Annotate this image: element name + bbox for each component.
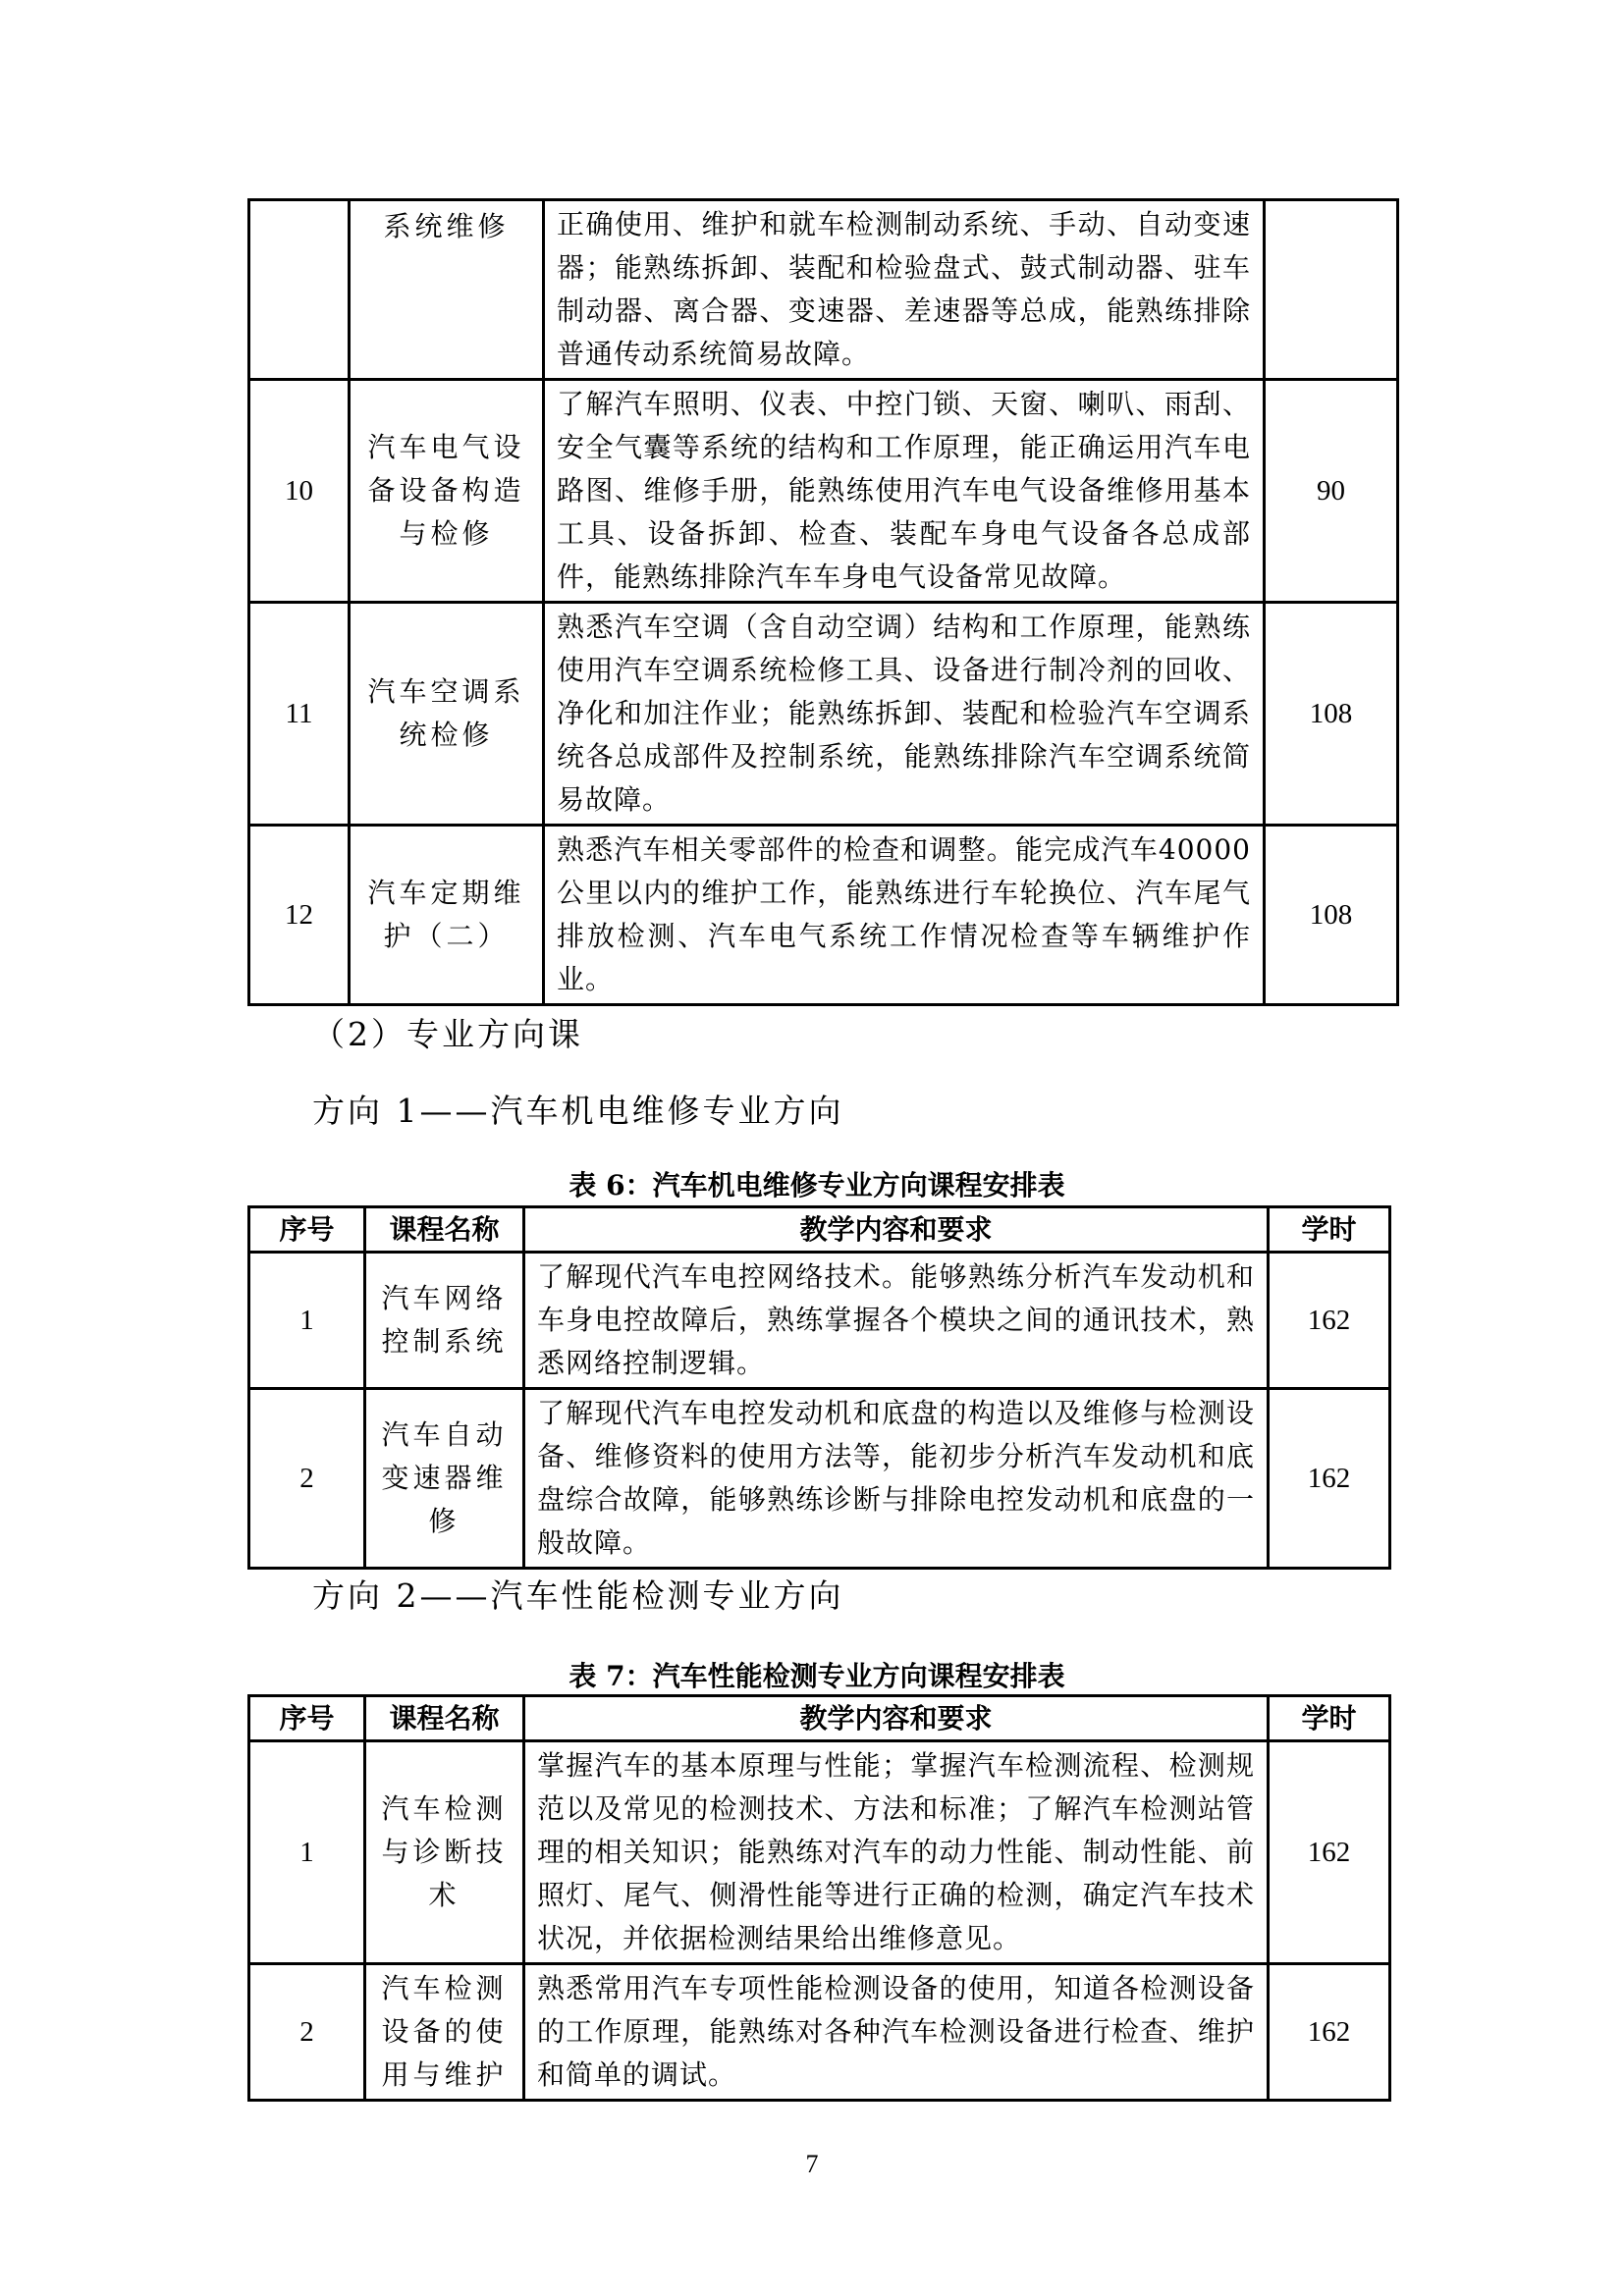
course-description: 熟悉汽车相关零部件的检查和调整。能完成汽车40000公里以内的维护工作，能熟练进行车轮换位、汽车尾气排放检测、汽车电气系统工作情况检查等车辆维护作业。 (544, 826, 1265, 1005)
table-7-caption: 表 7：汽车性能检测专业方向课程安排表 (568, 1660, 1065, 1692)
row-number: 2 (249, 1964, 365, 2101)
table-row (249, 603, 1398, 826)
course-hours: 162 (1269, 1253, 1390, 1389)
course-hours: 108 (1265, 603, 1398, 826)
row-number: 10 (249, 380, 350, 603)
course-hours (1265, 200, 1398, 380)
row-number: 2 (249, 1389, 365, 1569)
table-row (249, 1741, 1390, 1964)
course-description: 了解汽车照明、仪表、中控门锁、天窗、喇叭、雨刮、安全气囊等系统的结构和工作原理，能正确运用汽车电路图、维修手册，能熟练使用汽车电气设备维修用基本工具、设备拆卸、检查、装配车身电气设备各总成部件，能熟练排除汽车车身电气设备常见故障。 (544, 380, 1265, 603)
course-description: 熟悉常用汽车专项性能检测设备的使用，知道各检测设备的工作原理，能熟练对各种汽车检测设备进行检查、维护和简单的调试。 (524, 1964, 1269, 2101)
course-name: 汽车检测设备的使用与维护 (365, 1964, 524, 2101)
course-hours: 90 (1265, 380, 1398, 603)
header-content: 教学内容和要求 (524, 1207, 1269, 1253)
header-number: 序号 (249, 1207, 365, 1253)
table-row (249, 380, 1398, 603)
course-name: 系统维修 (350, 200, 544, 380)
course-description: 了解现代汽车电控发动机和底盘的构造以及维修与检测设备、维修资料的使用方法等，能初步分析汽车发动机和底盘综合故障，能够熟练诊断与排除电控发动机和底盘的一般故障。 (524, 1389, 1269, 1569)
table-7 (247, 1694, 1391, 2102)
course-hours: 162 (1269, 1389, 1390, 1569)
table-header-row (249, 1696, 1390, 1741)
table-6-caption: 表 6：汽车机电维修专业方向课程安排表 (568, 1169, 1065, 1201)
course-description: 掌握汽车的基本原理与性能；掌握汽车检测流程、检测规范以及常见的检测技术、方法和标准；了解汽车检测站管理的相关知识；能熟练对汽车的动力性能、制动性能、前照灯、尾气、侧滑性能等进行正确的检测，确定汽车技术状况，并依据检测结果给出维修意见。 (524, 1741, 1269, 1964)
course-hours: 162 (1269, 1741, 1390, 1964)
course-hours: 108 (1265, 826, 1398, 1005)
table-row (249, 1389, 1390, 1569)
course-description: 熟悉汽车空调（含自动空调）结构和工作原理，能熟练使用汽车空调系统检修工具、设备进行制冷剂的回收、净化和加注作业；能熟练拆卸、装配和检验汽车空调系统各总成部件及控制系统，能熟练排除汽车空调系统简易故障。 (544, 603, 1265, 826)
row-number: 1 (249, 1741, 365, 1964)
header-content: 教学内容和要求 (524, 1696, 1269, 1741)
row-number (249, 200, 350, 380)
course-hours: 162 (1269, 1964, 1390, 2101)
header-hours: 学时 (1269, 1696, 1390, 1741)
course-name: 汽车网络控制系统 (365, 1253, 524, 1389)
course-name: 汽车检测与诊断技术 (365, 1741, 524, 1964)
direction-2-heading: 方向 2——汽车性能检测专业方向 (312, 1576, 844, 1615)
course-name: 汽车定期维护（二） (350, 826, 544, 1005)
course-name: 汽车空调系统检修 (350, 603, 544, 826)
course-description: 了解现代汽车电控网络技术。能够熟练分析汽车发动机和车身电控故障后，熟练掌握各个模块之间的通讯技术，熟悉网络控制逻辑。 (524, 1253, 1269, 1389)
section-heading: （2）专业方向课 (312, 1015, 583, 1053)
header-course-name: 课程名称 (365, 1696, 524, 1741)
row-number: 11 (249, 603, 350, 826)
table-header-row (249, 1207, 1390, 1253)
table-6 (247, 1205, 1391, 1570)
row-number: 12 (249, 826, 350, 1005)
course-description: 正确使用、维护和就车检测制动系统、手动、自动变速器；能熟练拆卸、装配和检验盘式、鼓式制动器、驻车制动器、离合器、变速器、差速器等总成，能熟练排除普通传动系统简易故障。 (544, 200, 1265, 380)
course-table-continued (247, 198, 1399, 1006)
header-hours: 学时 (1269, 1207, 1390, 1253)
table-row (249, 200, 1398, 380)
header-course-name: 课程名称 (365, 1207, 524, 1253)
direction-1-heading: 方向 1——汽车机电维修专业方向 (312, 1092, 844, 1130)
table-row (249, 826, 1398, 1005)
page-number: 7 (805, 2150, 819, 2178)
header-number: 序号 (249, 1696, 365, 1741)
course-name: 汽车自动变速器维修 (365, 1389, 524, 1569)
course-name: 汽车电气设备设备构造与检修 (350, 380, 544, 603)
table-row (249, 1253, 1390, 1389)
table-row (249, 1964, 1390, 2101)
row-number: 1 (249, 1253, 365, 1389)
